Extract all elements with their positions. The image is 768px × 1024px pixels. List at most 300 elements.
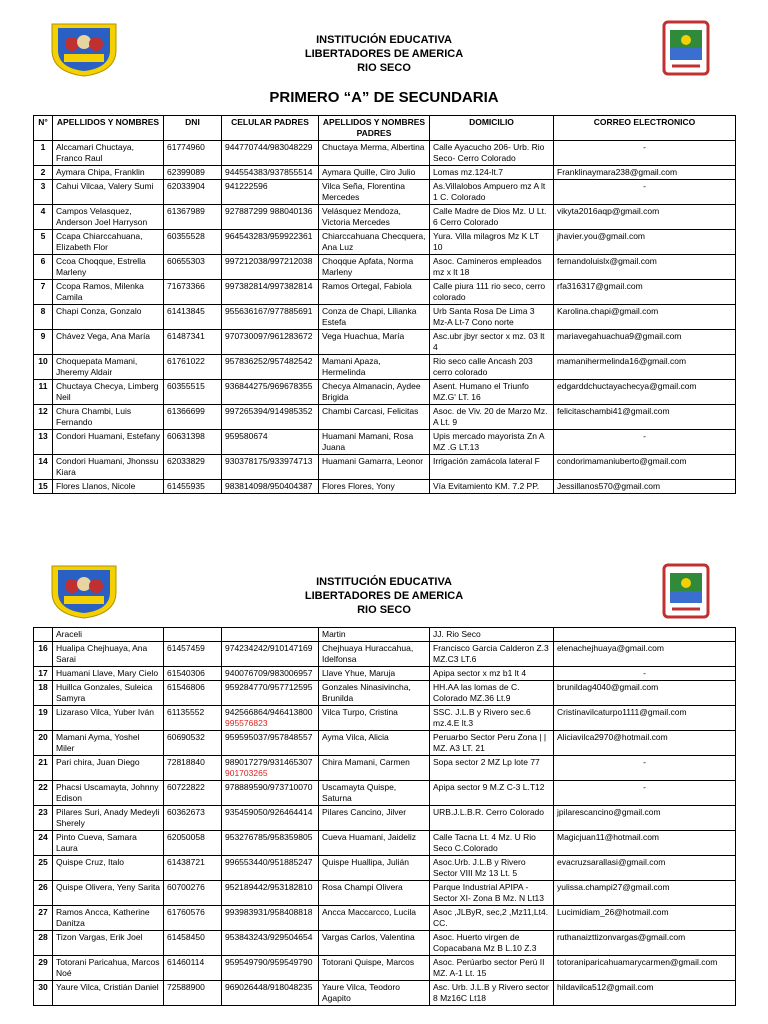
row-number-cell <box>34 681 53 706</box>
table-row <box>34 831 736 856</box>
student-dni: 61438721 <box>167 857 205 867</box>
address-cell <box>430 166 554 180</box>
parent-phone-extra: 901703265 <box>225 768 268 778</box>
address-cell <box>430 831 554 856</box>
parent-phone-cell <box>222 355 319 380</box>
parent-name: Ayma Vilca, Alicia <box>322 732 389 742</box>
parent-phone-cell <box>222 380 319 405</box>
parent-name-cell <box>319 480 430 494</box>
student-dni: 61366699 <box>167 406 205 416</box>
header-parent-name: APELLIDOS Y NOMBRES PADRES <box>319 116 430 141</box>
student-name: Campos Velasquez, Anderson Joel Harryson <box>56 206 148 227</box>
email-cell <box>554 806 736 831</box>
address-cell <box>430 405 554 430</box>
table-header-row <box>34 116 736 141</box>
row-number: 6 <box>40 256 46 266</box>
header-parent-phone: CELULAR PADRES <box>222 116 319 141</box>
table-row <box>34 205 736 230</box>
parent-name: Flores Flores, Yony <box>322 481 395 491</box>
student-name-cell <box>53 981 164 1006</box>
address: Upis mercado mayorista Zn A MZ .G LT.13 <box>433 431 545 452</box>
school-name-line1: INSTITUCIÓN EDUCATIVA <box>316 576 452 588</box>
row-number-cell <box>34 205 53 230</box>
table-row <box>34 480 736 494</box>
student-name-cell <box>53 405 164 430</box>
parent-name: Chuctaya Merma, Albertina <box>322 142 425 152</box>
student-dni-cell <box>164 642 222 667</box>
address: Asc. Urb. J.L.B y Rivero sector 8 Mz16C Lt18 <box>433 982 549 1003</box>
parent-phone-cell <box>222 756 319 781</box>
parent-name-cell <box>319 731 430 756</box>
email-cell <box>554 141 736 166</box>
student-name: Huamani Llave, Mary Cielo <box>56 668 159 678</box>
address: Asoc. Camineros empleados mz x lt 18 <box>433 256 542 277</box>
row-number: 17 <box>38 668 48 678</box>
email-cell <box>554 405 736 430</box>
email-cell <box>554 380 736 405</box>
parent-name-cell <box>319 906 430 931</box>
student-name-cell <box>53 380 164 405</box>
address-cell <box>430 706 554 731</box>
student-name-cell <box>53 706 164 731</box>
table-row <box>34 881 736 906</box>
address-cell <box>430 667 554 681</box>
address: Asoc. Perúarbo sector Perú II MZ. A-1 Lt. 15 <box>433 957 545 978</box>
student-dni: 61458450 <box>167 932 205 942</box>
student-name-cell <box>53 141 164 166</box>
student-name-cell <box>53 430 164 455</box>
student-name-cell <box>53 628 164 642</box>
row-number-cell <box>34 931 53 956</box>
table-row <box>34 166 736 180</box>
email[interactable]: Franklinaymara238@gmail.com <box>557 167 678 177</box>
address-cell <box>430 255 554 280</box>
email-cell <box>554 981 736 1006</box>
address: Apipa sector x mz b1 lt 4 <box>433 668 527 678</box>
table-row <box>34 430 736 455</box>
header-dni: DNI <box>164 116 222 141</box>
parent-name: Aymara Quille, Ciro Julio <box>322 167 416 177</box>
row-number: 21 <box>38 757 48 767</box>
parent-name-cell <box>319 667 430 681</box>
student-name-cell <box>53 667 164 681</box>
address: HH.AA las lomas de C. Colorado MZ.36 Lt.9 <box>433 682 520 703</box>
parent-name-cell <box>319 642 430 667</box>
parent-name-cell <box>319 856 430 881</box>
parent-phone-cell <box>222 831 319 856</box>
parent-name: Ramos Ortegal, Fabiola <box>322 281 412 291</box>
parent-phone: 997382814/997382814 <box>225 281 313 291</box>
row-number-cell <box>34 956 53 981</box>
address-cell <box>430 380 554 405</box>
parent-name-cell <box>319 881 430 906</box>
email[interactable]: Jessillanos570@gmail.com <box>557 481 661 491</box>
email-cell <box>554 642 736 667</box>
address: Peruarbo Sector Peru Zona | | MZ. A3 LT. 21 <box>433 732 547 753</box>
parent-name: Vargas Carlos, Valentina <box>322 932 415 942</box>
email[interactable]: brunildag4040@gmail.com <box>557 682 659 692</box>
row-number: 2 <box>40 167 46 177</box>
student-name: Flores Llanos, Nicole <box>56 481 136 491</box>
student-dni-cell <box>164 330 222 355</box>
student-name: Pilares Suri, Anady Medeyli Sherely <box>56 807 160 828</box>
address: Asoc. de Viv. 20 de Marzo Mz. A Lt. 9 <box>433 406 548 427</box>
parent-phone-cell <box>222 781 319 806</box>
parent-phone-cell <box>222 305 319 330</box>
school-name-line3: RIO SECO <box>357 604 411 616</box>
email-cell <box>554 480 736 494</box>
address: Lomas mz.124-lt.7 <box>433 167 503 177</box>
table-row <box>34 906 736 931</box>
row-number: 20 <box>38 732 48 742</box>
parent-name: Chejhuaya Huraccahua, Idelfonsa <box>322 643 414 664</box>
student-dni-cell <box>164 806 222 831</box>
parent-phone-cell <box>222 806 319 831</box>
parent-phone-cell <box>222 731 319 756</box>
table-row <box>34 756 736 781</box>
email: - <box>643 668 646 678</box>
parent-phone: 927887299 988040136 <box>225 206 313 216</box>
parent-phone-cell <box>222 405 319 430</box>
email[interactable]: edgarddchuctayachecya@gmail.com <box>557 381 697 391</box>
parent-phone: 996553440/951885247 <box>225 857 313 867</box>
email[interactable]: jhavier.you@gmail.com <box>557 231 645 241</box>
parent-phone: 993983931/958408818 <box>225 907 313 917</box>
address: Asoc. Huerto virgen de Copacabana Mz B L.10 Z.3 <box>433 932 537 953</box>
parent-name-cell <box>319 681 430 706</box>
email[interactable]: elenachejhuaya@gmail.com <box>557 643 664 653</box>
parent-phone: 942566864/946413800 <box>225 707 313 717</box>
address: Asc.ubr jbyr sector x mz. 03 lt 4 <box>433 331 545 352</box>
student-dni-cell <box>164 628 222 642</box>
email[interactable]: jpilarescancino@gmail.com <box>557 807 661 817</box>
student-name-cell <box>53 731 164 756</box>
parent-phone: 983814098/950404387 <box>225 481 313 491</box>
student-name: Chura Chambi, Luis Fernando <box>56 406 132 427</box>
student-dni: 71673366 <box>167 281 205 291</box>
row-number: 13 <box>38 431 48 441</box>
student-dni: 61540306 <box>167 668 205 678</box>
student-name-cell <box>53 956 164 981</box>
parent-phone-cell <box>222 180 319 205</box>
student-name-cell <box>53 330 164 355</box>
address-cell <box>430 781 554 806</box>
address-cell <box>430 205 554 230</box>
email-cell <box>554 205 736 230</box>
student-dni: 61460114 <box>167 957 205 967</box>
parent-phone: 989017279/931465307 <box>225 757 313 767</box>
parent-name-cell <box>319 781 430 806</box>
student-name: Mamani Ayma, Yoshel Miler <box>56 732 140 753</box>
student-name: Chapi Conza, Gonzalo <box>56 306 142 316</box>
row-number: 3 <box>40 181 46 191</box>
email[interactable]: fernandoluislx@gmail.com <box>557 256 657 266</box>
row-number: 16 <box>38 643 48 653</box>
table-row <box>34 642 736 667</box>
student-dni-cell <box>164 831 222 856</box>
parent-name-cell <box>319 405 430 430</box>
student-name-cell <box>53 230 164 255</box>
section-title: PRIMERO “A” DE SECUNDARIA <box>269 89 499 106</box>
student-dni-cell <box>164 166 222 180</box>
table-row <box>34 781 736 806</box>
email-cell <box>554 706 736 731</box>
student-name-cell <box>53 806 164 831</box>
email: - <box>643 757 646 767</box>
parent-phone-cell <box>222 628 319 642</box>
email[interactable]: Aliciavilca2970@hotmail.com <box>557 732 668 742</box>
email-cell <box>554 280 736 305</box>
email: - <box>643 181 646 191</box>
table-row <box>34 141 736 166</box>
email-cell <box>554 781 736 806</box>
parent-name-cell <box>319 455 430 480</box>
email[interactable]: yulissa.champi27@gmail.com <box>557 882 670 892</box>
parent-name: Rosa Champi Olivera <box>322 882 403 892</box>
student-name-cell <box>53 906 164 931</box>
parent-name: Chiarccahuana Checquera, Ana Luz <box>322 231 426 252</box>
table-row <box>34 667 736 681</box>
email[interactable]: vikyta2016aqp@gmail.com <box>557 206 660 216</box>
student-dni: 62050058 <box>167 832 205 842</box>
email[interactable]: Cristinavilcaturpo1111@gmail.com <box>557 707 687 717</box>
student-dni: 61367989 <box>167 206 205 216</box>
student-dni: 60355528 <box>167 231 205 241</box>
student-name-cell <box>53 881 164 906</box>
email[interactable]: evacruzsarallasi@gmail.com <box>557 857 666 867</box>
parent-phone-cell <box>222 480 319 494</box>
parent-name: Chambi Carcasi, Felicitas <box>322 406 419 416</box>
table-row <box>34 731 736 756</box>
row-number-cell <box>34 781 53 806</box>
email[interactable]: mamanihermelinda16@gmail.com <box>557 356 687 366</box>
parent-name: Vega Huachua, María <box>322 331 405 341</box>
student-name: Ccopa Ramos, Milenka Camila <box>56 281 144 302</box>
parent-name: Chira Mamani, Carmen <box>322 757 410 767</box>
student-dni-cell <box>164 405 222 430</box>
student-dni-cell <box>164 480 222 494</box>
table-row <box>34 355 736 380</box>
parent-phone: 955636167/977885691 <box>225 306 313 316</box>
parent-name-cell <box>319 956 430 981</box>
student-name: Lizaraso Vilca, Yuber Iván <box>56 707 154 717</box>
parent-phone: 959549790/959549790 <box>225 957 313 967</box>
address-cell <box>430 455 554 480</box>
student-dni-cell <box>164 230 222 255</box>
row-number: 28 <box>38 932 48 942</box>
student-name-cell <box>53 355 164 380</box>
parent-phone: 930378175/933974713 <box>225 456 313 466</box>
parent-name-cell <box>319 230 430 255</box>
table-row <box>34 956 736 981</box>
email-cell <box>554 681 736 706</box>
student-dni-cell <box>164 706 222 731</box>
address: Francisco Garcia Calderon Z.3 MZ.C3 LT.6 <box>433 643 549 664</box>
parent-name: Vilca Seña, Florentina Mercedes <box>322 181 406 202</box>
email[interactable]: mariavegahuachua9@gmail.com <box>557 331 682 341</box>
row-number-cell <box>34 280 53 305</box>
table-row <box>34 455 736 480</box>
students-table-page-1 <box>33 115 736 494</box>
email[interactable]: rfa316317@gmail.com <box>557 281 643 291</box>
parent-name: Mamani Apaza, Hermelinda <box>322 356 381 377</box>
email-cell <box>554 455 736 480</box>
parent-name: Martin <box>322 629 346 639</box>
row-number-cell <box>34 628 53 642</box>
email-cell <box>554 667 736 681</box>
address: As.Villalobos Ampuero mz A lt 1 C. Colorado <box>433 181 546 202</box>
student-name-cell <box>53 280 164 305</box>
email[interactable]: Lucimidiam_26@hotmail.com <box>557 907 669 917</box>
parent-phone-cell <box>222 981 319 1006</box>
parent-name: Yaure Vilca, Teodoro Agapito <box>322 982 400 1003</box>
parent-phone: 935459050/926464414 <box>225 807 313 817</box>
header-student-name: APELLIDOS Y NOMBRES <box>53 116 164 141</box>
school-name-line1: INSTITUCIÓN EDUCATIVA <box>316 34 452 46</box>
parent-name: Vilca Turpo, Cristina <box>322 707 398 717</box>
student-dni: 62033904 <box>167 181 205 191</box>
parent-name: Quispe Huallipa, Julián <box>322 857 409 867</box>
row-number-cell <box>34 430 53 455</box>
school-seal-icon <box>662 20 710 76</box>
table-row <box>34 931 736 956</box>
student-dni: 62399089 <box>167 167 205 177</box>
email[interactable]: totoraniparicahuamarycarmen@gmail.com <box>557 957 718 967</box>
student-dni-cell <box>164 380 222 405</box>
parent-name-cell <box>319 931 430 956</box>
email[interactable]: condorimamaniuberto@gmail.com <box>557 456 687 466</box>
student-dni: 61546806 <box>167 682 205 692</box>
student-name: Pari chira, Juan Diego <box>56 757 140 767</box>
parent-phone: 940076709/983006957 <box>225 668 313 678</box>
row-number-cell <box>34 831 53 856</box>
address: Calle Ayacucho 206- Urb. Rio Seco- Cerro Colorado <box>433 142 545 163</box>
parent-name-cell <box>319 141 430 166</box>
parent-name-cell <box>319 305 430 330</box>
table-row <box>34 280 736 305</box>
student-dni: 72588900 <box>167 982 205 992</box>
email: - <box>643 782 646 792</box>
student-dni: 61413845 <box>167 306 205 316</box>
row-number: 22 <box>38 782 48 792</box>
row-number: 26 <box>38 882 48 892</box>
parent-phone-cell <box>222 205 319 230</box>
student-name-cell <box>53 681 164 706</box>
email-cell <box>554 355 736 380</box>
parent-phone-cell <box>222 906 319 931</box>
student-name: Quispe Olivera, Yeny Sarita <box>56 882 160 892</box>
table-row <box>34 981 736 1006</box>
parent-phone-cell <box>222 255 319 280</box>
row-number-cell <box>34 380 53 405</box>
school-name-line2: LIBERTADORES DE AMERICA <box>304 48 464 60</box>
student-name: Hualipa Chejhuaya, Ana Sarai <box>56 643 148 664</box>
address-cell <box>430 355 554 380</box>
email[interactable]: hildavilca512@gmail.com <box>557 982 654 992</box>
email[interactable]: Karolina.chapi@gmail.com <box>557 306 659 316</box>
email-cell <box>554 255 736 280</box>
school-seal-icon <box>662 563 710 619</box>
row-number: 11 <box>38 381 48 391</box>
row-number-cell <box>34 255 53 280</box>
row-number: 19 <box>38 707 48 717</box>
email-cell <box>554 628 736 642</box>
email-cell <box>554 831 736 856</box>
parent-phone: 964543283/959922361 <box>225 231 313 241</box>
row-number: 25 <box>38 857 48 867</box>
student-dni: 61760576 <box>167 907 205 917</box>
parent-name: Conza de Chapi, Lilianka Estefa <box>322 306 417 327</box>
student-dni-cell <box>164 781 222 806</box>
parent-name-cell <box>319 430 430 455</box>
address: Asent. Humano el Triunfo MZ.G' LT. 16 <box>433 381 529 402</box>
row-number-cell <box>34 981 53 1006</box>
school-name-line2: LIBERTADORES DE AMERICA <box>304 590 464 602</box>
row-number-cell <box>34 141 53 166</box>
address-cell <box>430 956 554 981</box>
row-number-cell <box>34 330 53 355</box>
parent-phone: 970730097/961283672 <box>225 331 313 341</box>
students-table-page-2 <box>33 627 736 1006</box>
address: Yura. Villa milagros Mz K LT 10 <box>433 231 539 252</box>
student-dni-cell <box>164 180 222 205</box>
parent-phone: 952189442/953182810 <box>225 882 313 892</box>
student-dni-cell <box>164 455 222 480</box>
address: Asoc ,JLByR, sec,2 ,Mz11,Lt4. CC. <box>433 907 549 928</box>
parent-phone-cell <box>222 430 319 455</box>
student-dni: 60631398 <box>167 431 205 441</box>
address-cell <box>430 756 554 781</box>
student-name: Chuctaya Checya, Limberg Neil <box>56 381 159 402</box>
student-name: Ramos Ancca, Katherine Danitza <box>56 907 150 928</box>
student-dni: 60655303 <box>167 256 205 266</box>
student-dni: 61135552 <box>167 707 205 717</box>
row-number-cell <box>34 881 53 906</box>
address: URB.J.L.B.R. Cerro Colorado <box>433 807 545 817</box>
student-name-cell <box>53 205 164 230</box>
row-number: 24 <box>38 832 48 842</box>
parent-phone: 959580674 <box>225 431 268 441</box>
student-name-cell <box>53 756 164 781</box>
address-cell <box>430 280 554 305</box>
student-name: Aymara Chipa, Franklin <box>56 167 145 177</box>
table-row <box>34 856 736 881</box>
row-number: 12 <box>38 406 48 416</box>
student-name: Yaure Vilca, Cristián Daniel <box>56 982 159 992</box>
address: Sopa sector 2 MZ Lp lote 77 <box>433 757 540 767</box>
email[interactable]: ruthanaizttizonvargas@gmail.com <box>557 932 686 942</box>
parent-phone: 941222596 <box>225 181 268 191</box>
email-cell <box>554 931 736 956</box>
email[interactable]: Magicjuan11@hotmail.com <box>557 832 660 842</box>
address: Calle Tacna Lt. 4 Mz. U Rio Seco C.Colorado <box>433 832 536 853</box>
student-name-cell <box>53 455 164 480</box>
address-cell <box>430 881 554 906</box>
parent-name: Llave Yhue, Maruja <box>322 668 396 678</box>
table-row <box>34 628 736 642</box>
student-dni-cell <box>164 305 222 330</box>
parent-name: Huamani Mamani, Rosa Juana <box>322 431 414 452</box>
header-email: CORREO ELECTRONICO <box>554 116 736 141</box>
address: Urb Santa Rosa De Lima 3 Mz-A Lt-7 Cono norte <box>433 306 535 327</box>
email-cell <box>554 180 736 205</box>
parent-name: Huamani Gamarra, Leonor <box>322 456 424 466</box>
student-dni: 61774960 <box>167 142 205 152</box>
email[interactable]: felicitaschambi41@gmail.com <box>557 406 670 416</box>
parent-phone: 953276785/958359805 <box>225 832 313 842</box>
address-cell <box>430 430 554 455</box>
parent-phone: 997265394/914985352 <box>225 406 313 416</box>
